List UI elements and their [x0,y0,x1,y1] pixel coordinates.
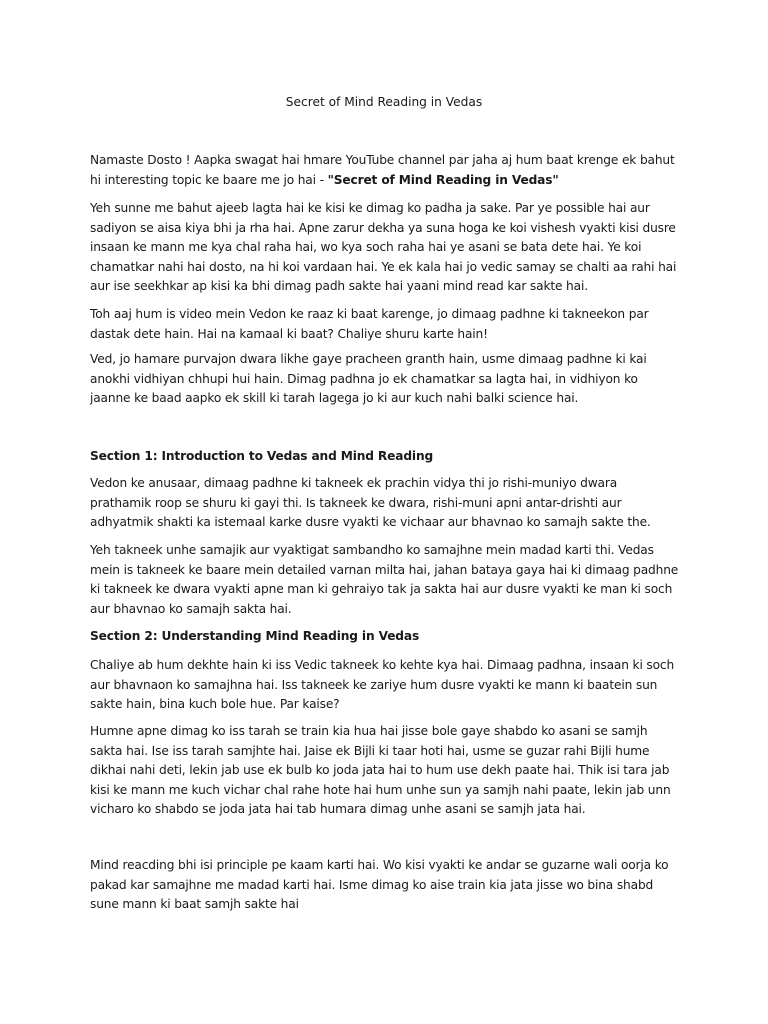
section-1-heading: Section 1: Introduction to Vedas and Mind Reading [90,449,434,463]
intro-paragraph [90,151,680,190]
paragraph-5 [90,474,680,533]
paragraph-3-text: Toh aaj hum is video mein Vedon ke raaz ki baat karenge, jo dimaag padhne ki takneekon par dastak dete hain. Hai na kamaal ki baat? Chaliye shuru karte hain! [90,307,649,341]
paragraph-7 [90,656,680,715]
document-title: Secret of Mind Reading in Vedas [285,95,483,109]
paragraph-2 [90,199,680,297]
paragraph-8-text: Humne apne dimag ko iss tarah se train kia hua hai jisse bole gaye shabdo ko asani se samjh sakta hai. Ise iss tarah samjhte hai. Jaise ek Bijli ki taar hoti hai, usme se guzar rahi Bijli hume dikhai nahi deti, lekin jab use ek bulb ko joda jata hai to hum use dekh paate hai. Thik isi tara jab kisi ke mann me kuch vichar chal rahe hote hai hum unhe sun ya samjh nahi paate, lekin jab unn vicharo ko shabdo se joda jata hai tab humara dimag unhe asani se samjh jata hai. [90,724,671,816]
paragraph-4 [90,350,680,409]
paragraph-6 [90,541,680,619]
intro-highlight: "Secret of Mind Reading in Vedas" [327,172,559,187]
paragraph-2-text: Yeh sunne me bahut ajeeb lagta hai ke kisi ke dimag ko padha ja sake. Par ye possible hai aur sadiyon se aisa kiya bhi ja rha hai. Apne zarur dekha ya suna hoga ke koi vishesh vyakti kisi dusre insaan ke mann me kya chal raha hai, wo kya soch raha hai ye asani se bata dete hai. Ye koi chamatkar nahi hai dosto, na hi koi vardaan hai. Ye ek kala hai jo vedic samay se chalti aa rahi hai aur ise seekhkar ap kisi ka bhi dimag padh sakte hai yaani mind read kar sakte hai. [90,201,677,293]
paragraph-7-text: Chaliye ab hum dekhte hain ki iss Vedic takneek ko kehte kya hai. Dimaag padhna, insaan ki soch aur bhavnaon ko samajhna hai. Iss takneek ke zariye hum dusre vyakti ke mann ki baatein sun sakte hain, bina kuch bole hue. Par kaise? [90,658,675,711]
paragraph-6-text: Yeh takneek unhe samajik aur vyaktigat sambandho ko samajhne mein madad karti thi. Vedas mein is takneek ke baare mein detailed varnan milta hai, jahan bataya gaya hai ki dimaag padhne ki takneek ke dwara vyakti apne man ki gehraiyo tak ja sakta hai aur dusre vyakti ke man ki soch aur bhavnao ko samajh sakta hai. [90,543,679,616]
section-2-heading: Section 2: Understanding Mind Reading in Vedas [90,629,420,643]
paragraph-8 [90,722,680,820]
paragraph-4-text: Ved, jo hamare purvajon dwara likhe gaye pracheen granth hain, usme dimaag padhne ki kai anokhi vidhiyan chhupi hui hain. Dimag padhna jo ek chamatkar sa lagta hai, in vidhiyon ko jaanne ke baad aapko ek skill ki tarah lagega jo ki aur kuch nahi balki science hai. [90,352,647,405]
paragraph-9 [90,856,680,915]
intro-text: Namaste Dosto ! Aapka swagat hai hmare YouTube channel par jaha aj hum baat krenge ek bahut hi interesting topic ke baare me jo hai - [90,153,675,187]
paragraph-5-text: Vedon ke anusaar, dimaag padhne ki takneek ek prachin vidya thi jo rishi-muniyo dwara prathamik roop se shuru ki gayi thi. Is takneek ke dwara, rishi-muni apni antar-drishti aur adhyatmik shakti ka istemaal karke dusre vyakti ke vichaar aur bhavnao ko samajh sakte the. [90,476,651,529]
paragraph-9-text: Mind reacding bhi isi principle pe kaam karti hai. Wo kisi vyakti ke andar se guzarne wali oorja ko pakad kar samajhne me madad karti hai. Isme dimag ko aise train kia jata jisse wo bina shabd sune mann ki baat samjh sakte hai [90,858,669,911]
paragraph-3 [90,305,680,344]
